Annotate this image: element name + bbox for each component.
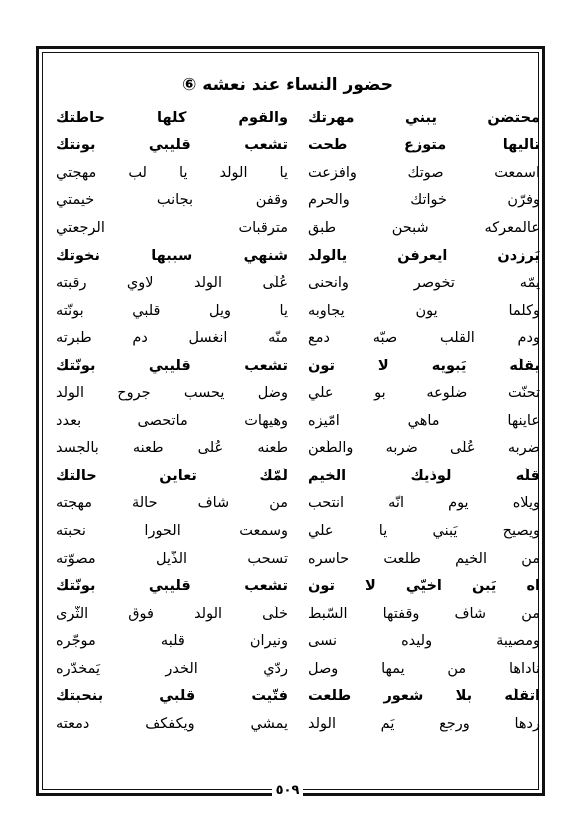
verse-right-hemistich: وفرّن خواتك والحرم — [308, 192, 540, 209]
verse-left-hemistich: وسمعت الحورا نحبته — [56, 522, 288, 539]
verse-line — [56, 682, 540, 710]
verse-right-hemistich: اتقلّه بلا شعور طْلعت — [308, 688, 540, 705]
verse-right-hemistich: محتضن يبني مهرتك — [308, 109, 540, 126]
verse-left-hemistich: ونيران قلبه موجّره — [56, 633, 288, 650]
verse-left-hemistich: والقوم كلها حاطتك — [56, 109, 288, 126]
verse-right-hemistich: ضربه عُلَى ضربه والطّعن — [308, 440, 540, 457]
verse-line — [56, 545, 540, 573]
verse-line — [56, 352, 540, 380]
verse-left-hemistich: عُلَى الولد لاوي رقبته — [56, 275, 288, 292]
verse-left-hemistich: طعنه عُلى طعنه بالجسد — [56, 440, 288, 457]
verse-left-hemistich: وقفن بجانب خيمتي — [56, 192, 288, 209]
poem-verses — [56, 104, 540, 738]
verse-right-hemistich: وكلما يون يجاوبه — [308, 302, 540, 319]
verse-line — [56, 379, 540, 407]
verse-line — [56, 214, 540, 242]
verse-line — [56, 710, 540, 738]
verse-right-hemistich: ناداها من يمها وصل — [308, 660, 540, 677]
verse-left-hemistich: يمشي ويكفكف دمعته — [56, 715, 288, 732]
verse-line — [56, 297, 540, 325]
verse-line — [56, 627, 540, 655]
verse-line — [56, 490, 540, 518]
verse-left-hemistich: مترقبات الرجعتي — [56, 219, 288, 236]
verse-right-hemistich: ويصيح يَبني يا علي — [308, 522, 540, 539]
verse-line — [56, 187, 540, 215]
verse-right-hemistich: عالمعركه شبحن طبق — [308, 219, 540, 236]
verse-line — [56, 655, 540, 683]
verse-line — [56, 269, 540, 297]
verse-right-hemistich: ويلاه يوم انّه انتحب — [308, 495, 540, 512]
verse-line — [56, 435, 540, 463]
verse-right-hemistich: يقلّه يَبويه لا تون — [308, 357, 540, 374]
verse-line — [56, 132, 540, 160]
verse-right-hemistich: تاليها متوزع طحت — [308, 137, 540, 154]
verse-left-hemistich: يا ويل قلبي بونّته — [56, 302, 288, 319]
verse-right-hemistich: قلّه لوذيك الخيم — [308, 467, 540, 484]
verse-left-hemistich: منّه انغسل دم طبرته — [56, 330, 288, 347]
verse-left-hemistich: تشعب قليبي بونتك — [56, 137, 288, 154]
verse-right-hemistich: ردها ورجع يَم الولد — [308, 715, 540, 732]
verse-left-hemistich: تسحب الذّيل مصوّته — [56, 550, 288, 567]
verse-left-hemistich: خلّى الولد فوق الثّرى — [56, 605, 288, 622]
verse-left-hemistich: تشعب قليبي بونّتك — [56, 357, 288, 374]
verse-right-hemistich: ودم القلب صبّه دمع — [308, 330, 540, 347]
verse-right-hemistich: من شاف وقفتها السّبط — [308, 605, 540, 622]
verse-left-hemistich: وهيهات ماتحصى بعدد — [56, 412, 288, 429]
verse-left-hemistich: شنهي سببها نخوتك — [56, 247, 288, 264]
verse-left-hemistich: ردّي الخدر يَمخدّره — [56, 660, 288, 677]
verse-left-hemistich: تشعب قليبي بونّتك — [56, 578, 288, 595]
verse-line — [56, 242, 540, 270]
verse-right-hemistich: آه يَبن اخيّي لا تون — [308, 578, 540, 595]
verse-line — [56, 159, 540, 187]
verse-line — [56, 407, 540, 435]
verse-line — [56, 517, 540, 545]
verse-line — [56, 572, 540, 600]
verse-line — [56, 104, 540, 132]
verse-right-hemistich: عاينها ماهي امّيزه — [308, 412, 540, 429]
poem-title: حضور النساء عند نعشه ⑥ — [182, 75, 393, 95]
verse-left-hemistich: لُمّك تعاين حالتك — [56, 467, 288, 484]
verse-line — [56, 600, 540, 628]
page-number: ٥٠٩ — [272, 783, 304, 798]
verse-left-hemistich: وضل يحسب جروح الولد — [56, 385, 288, 402]
verse-right-hemistich: ومصيبة وليده نسى — [308, 633, 540, 650]
verse-line — [56, 324, 540, 352]
page-number-wrap — [0, 783, 575, 798]
verse-left-hemistich: فتّيت قلبي بنحبتك — [56, 688, 288, 705]
verse-right-hemistich: اسمعت صوتك وافزعت — [308, 164, 540, 181]
verse-right-hemistich: تحنّت ضلوعه بو علي — [308, 385, 540, 402]
verse-right-hemistich: من الخيم طلعت حاسره — [308, 550, 540, 567]
verse-right-hemistich: يمّه تخوصر وانحنى — [308, 275, 540, 292]
verse-left-hemistich: من شاف حالة مهجته — [56, 495, 288, 512]
verse-right-hemistich: يَرزدن ايعرفن يالولد — [308, 247, 540, 264]
verse-left-hemistich: يا الولد يا لب مهجتي — [56, 164, 288, 181]
verse-line — [56, 462, 540, 490]
